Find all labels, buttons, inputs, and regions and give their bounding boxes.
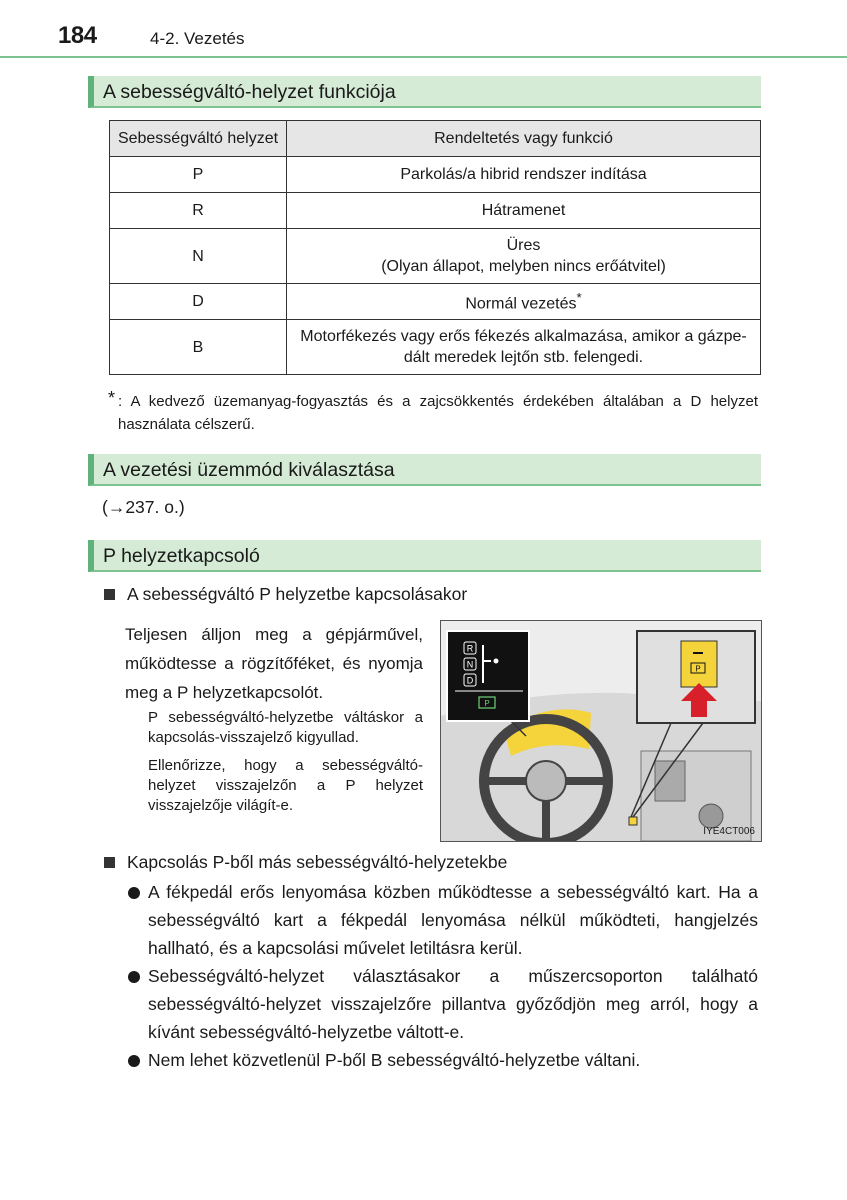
list-item bbox=[128, 962, 758, 1046]
square-bullet-icon bbox=[104, 589, 115, 600]
cell-function bbox=[287, 320, 761, 375]
section-title: P helyzetkapcsoló bbox=[103, 545, 260, 567]
cell-function: Parkolás/a hibrid rendszer indítása bbox=[287, 157, 761, 193]
dashboard-illustration bbox=[440, 620, 762, 842]
table-header-function: Rendeltetés vagy funkció bbox=[287, 121, 761, 157]
cell-function-line: Üres bbox=[506, 237, 541, 254]
cell-function bbox=[287, 229, 761, 284]
section-title: A vezetési üzemmód kiválasztása bbox=[103, 459, 395, 481]
table-footnote bbox=[108, 390, 758, 436]
shift-position-table bbox=[109, 120, 761, 375]
list-item bbox=[128, 1046, 758, 1074]
section-title: A sebességváltó-helyzet funkciója bbox=[103, 81, 396, 103]
subheading-text: A sebességváltó P helyzetbe kapcsolásakor bbox=[127, 584, 468, 604]
table-header-position: Sebességváltó helyzet bbox=[110, 121, 287, 157]
gear-letter-n: N bbox=[466, 659, 474, 670]
page-reference: (→237. o.) bbox=[102, 497, 185, 517]
subheading-shift-to-p bbox=[104, 584, 467, 605]
footnote-asterisk: * bbox=[108, 388, 116, 408]
cell-function-line: dált meredek lejtőn stb. felengedi. bbox=[403, 349, 644, 366]
chapter-title: 4-2. Vezetés bbox=[150, 29, 245, 48]
p-indicator-label: P bbox=[484, 699, 490, 708]
cell-position: P bbox=[110, 157, 287, 193]
bullet-dot-icon bbox=[128, 971, 140, 983]
note-check-indicator: Ellenőrizze, hogy a sebességváltó-helyzet visszajelzőn a P helyzet visszajelzője világít-e. bbox=[148, 757, 423, 814]
instruction-text: Teljesen álljon meg a gépjárművel, működtesse a rögzítőféket, és nyomja meg a P helyzetkapcsolót. bbox=[125, 625, 423, 702]
cell-function-text: Normál vezetés bbox=[465, 295, 577, 313]
table-row bbox=[110, 193, 761, 229]
list-item-text: Sebességváltó-helyzet választásakor a műszercsoporton található sebességváltó-helyzet visszajelzőre pillantva győződjön meg arról, hogy a kívánt sebességváltó-helyzetbe váltott-e. bbox=[148, 966, 758, 1042]
section-heading-drive-mode bbox=[88, 454, 761, 486]
cell-position: R bbox=[110, 193, 287, 229]
square-bullet-icon bbox=[104, 857, 115, 868]
table-row bbox=[110, 284, 761, 320]
gear-letter-r: R bbox=[466, 643, 474, 654]
p-switch-marker bbox=[629, 817, 637, 825]
cell-function bbox=[287, 284, 761, 320]
page-header bbox=[0, 0, 847, 60]
subheading-text: Kapcsolás P-ből más sebességváltó-helyzetekbe bbox=[127, 852, 508, 872]
bullet-dot-icon bbox=[128, 887, 140, 899]
cell-function: Hátramenet bbox=[287, 193, 761, 229]
header-divider bbox=[0, 56, 847, 58]
note-indicator-light: P sebességváltó-helyzetbe váltáskor a kapcsolás-visszajelző kigyullad. bbox=[148, 709, 423, 746]
cell-position: N bbox=[110, 229, 287, 284]
table-row bbox=[110, 229, 761, 284]
illustration-code: IYE4CT006 bbox=[703, 826, 755, 837]
footnote-mark: * bbox=[576, 289, 582, 305]
dashboard-drawing bbox=[441, 621, 761, 841]
list-item-text: Nem lehet közvetlenül P-ből B sebességváltó-helyzetbe váltani. bbox=[148, 1050, 641, 1070]
section-heading-p-switch bbox=[88, 540, 761, 572]
bullet-dot-icon bbox=[128, 1055, 140, 1067]
page-number: 184 bbox=[58, 22, 97, 49]
table-row bbox=[110, 320, 761, 375]
table-header-row bbox=[110, 121, 761, 157]
subheading-shift-from-p bbox=[104, 852, 507, 873]
gear-letter-d: D bbox=[466, 675, 474, 686]
table-row bbox=[110, 157, 761, 193]
footnote-text: : A kedvező üzemanyag-fogyasztás és a zajcsökkentés érdekében általában a D helyzet használata célszerű. bbox=[118, 393, 758, 433]
p-switch-label: P bbox=[695, 664, 701, 674]
cell-position: D bbox=[110, 284, 287, 320]
section-heading-shift-function bbox=[88, 76, 761, 108]
list-item-text: A fékpedál erős lenyomása közben működtesse a sebességváltó kart. Ha a sebességváltó kart a fékpedál lenyomása nélkül működteti, hangjelzés hallható, és a kapcsolási művelet letiltásra kerül. bbox=[148, 882, 758, 958]
list-item bbox=[128, 878, 758, 962]
cell-function-line: (Olyan állapot, melyben nincs erőátvitel) bbox=[381, 258, 666, 275]
cell-position: B bbox=[110, 320, 287, 375]
cell-function-line: Motorfékezés vagy erős fékezés alkalmazása, amikor a gázpe- bbox=[300, 328, 747, 345]
